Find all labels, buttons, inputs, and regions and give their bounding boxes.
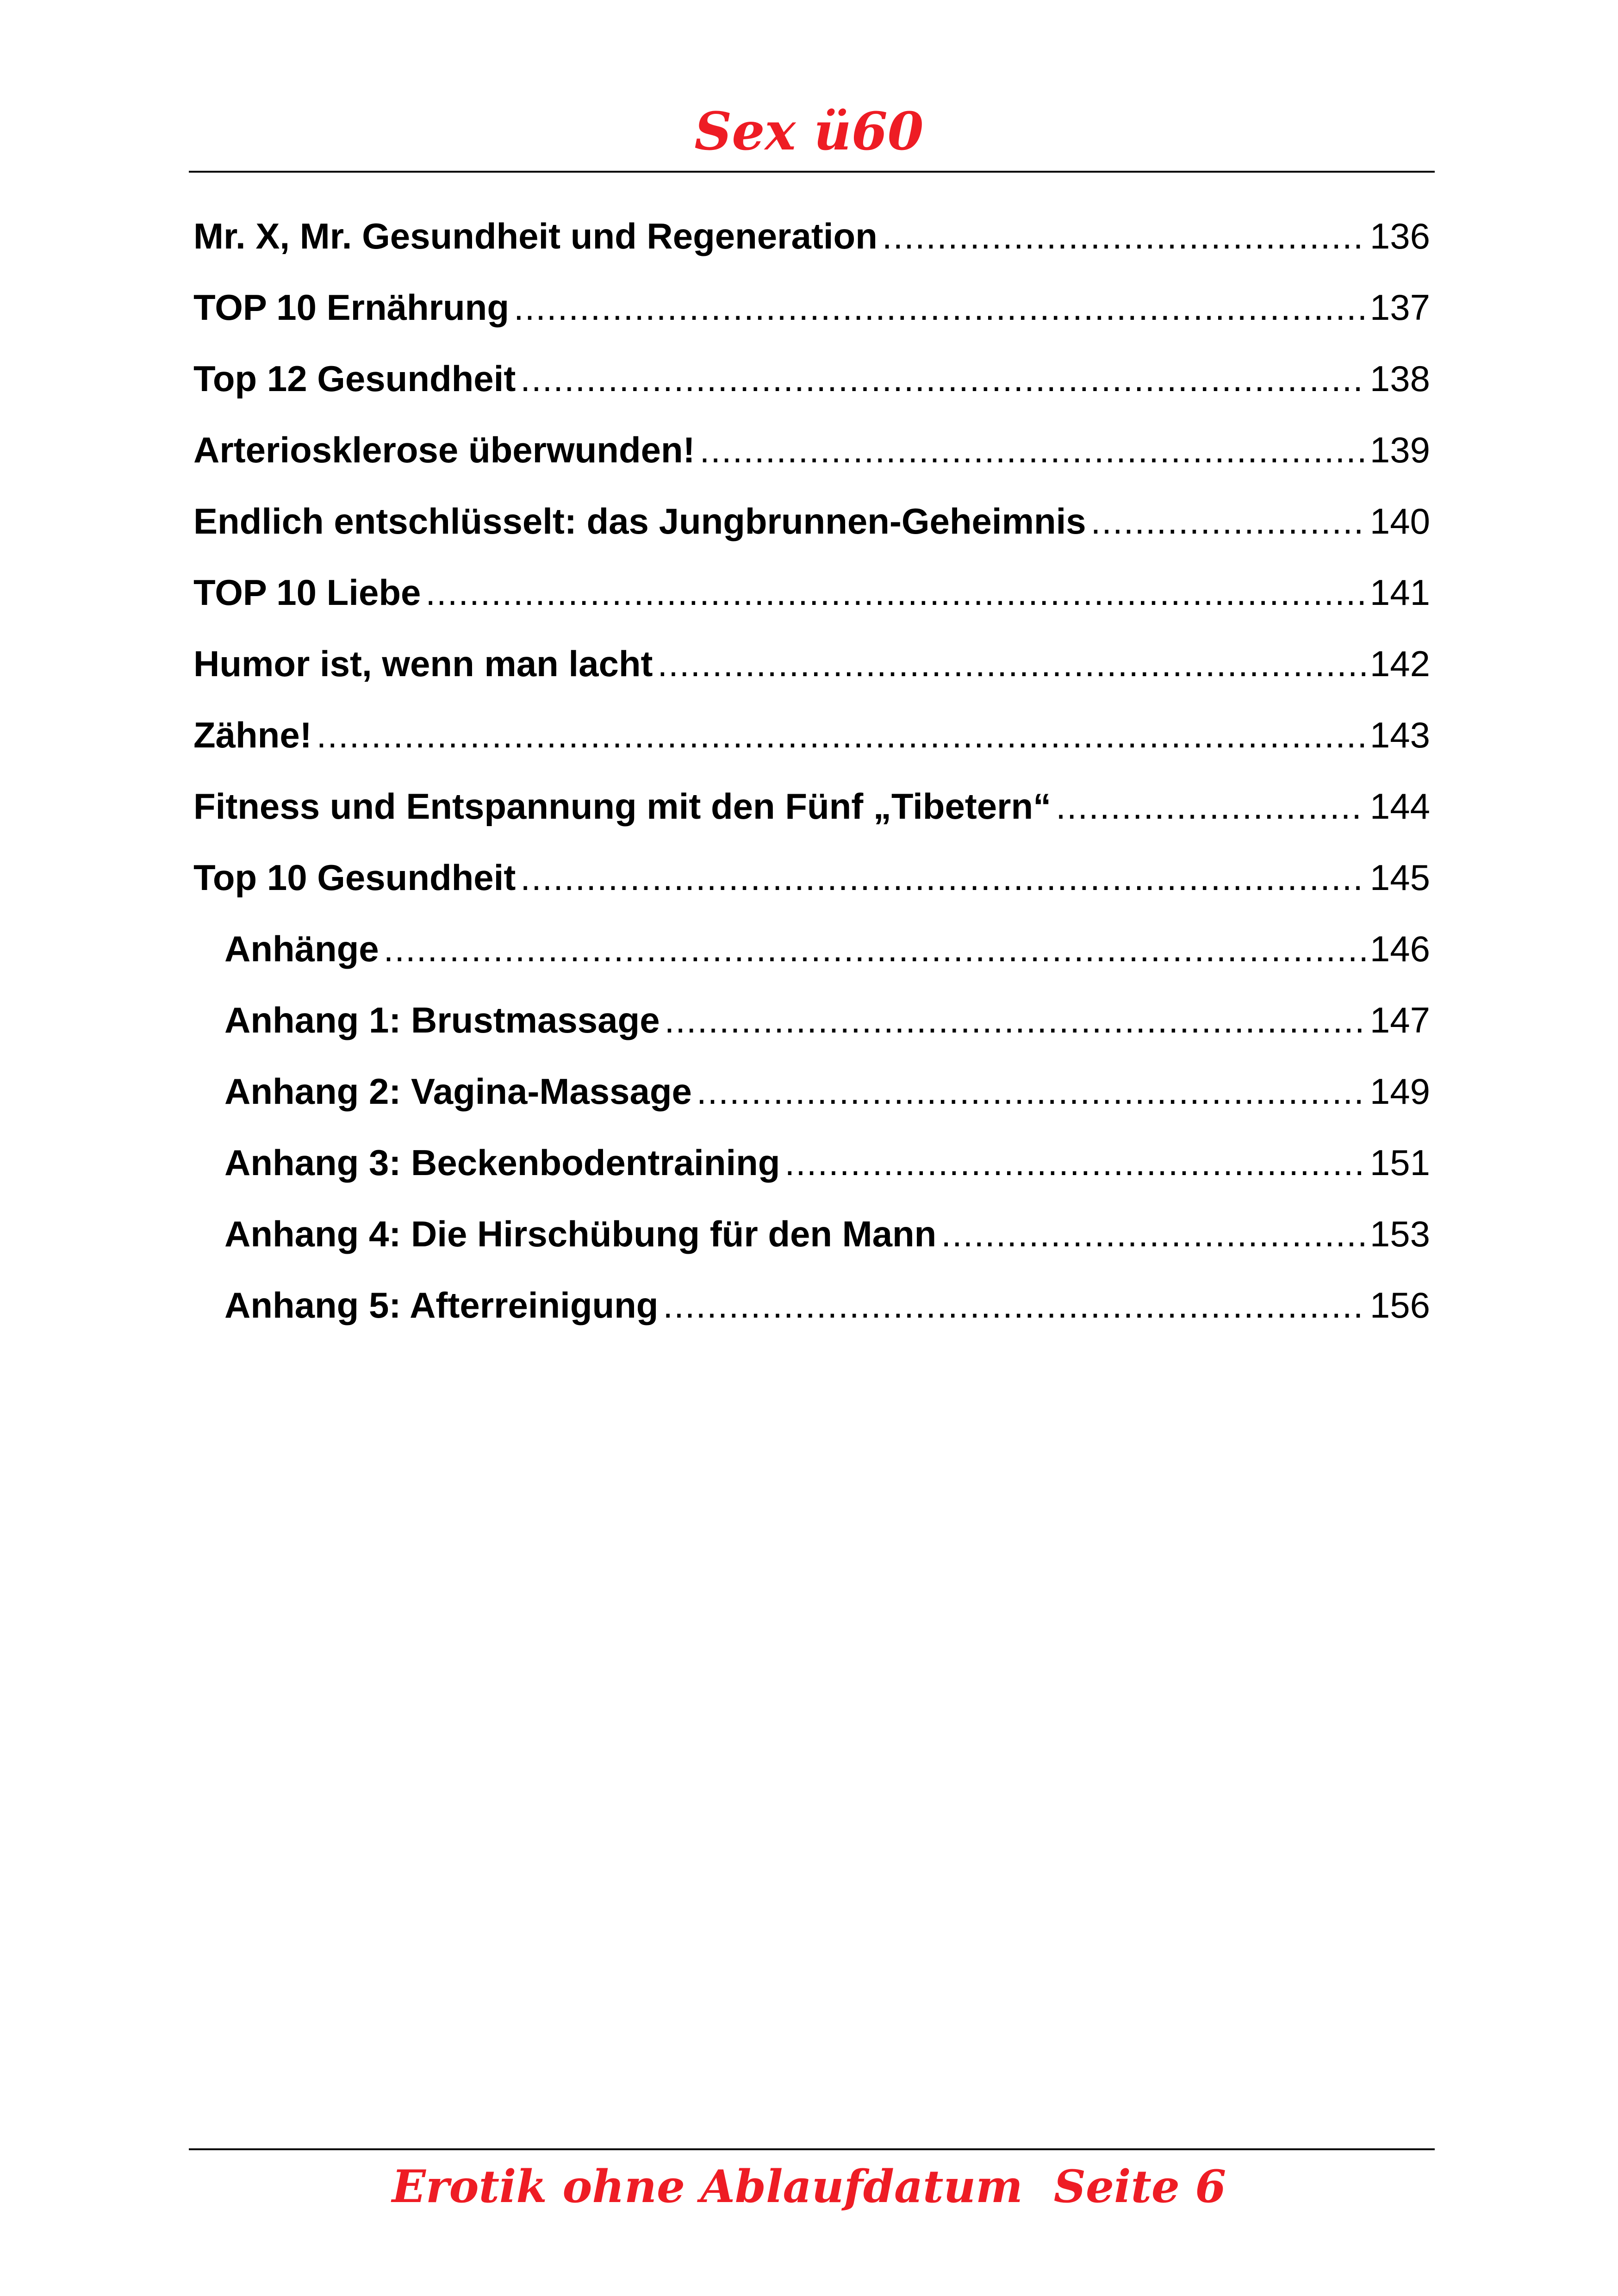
toc-dot-leader bbox=[697, 1066, 1365, 1117]
toc-subentry[interactable] bbox=[224, 995, 1430, 1045]
toc-entry-title: Anhang 1: Brustmassage bbox=[224, 1000, 660, 1040]
toc-dot-leader bbox=[663, 1280, 1365, 1331]
toc-page-number: 140 bbox=[1369, 501, 1430, 541]
toc-dot-leader bbox=[941, 1208, 1365, 1259]
toc-entry-title: Anhang 2: Vagina-Massage bbox=[224, 1071, 692, 1112]
toc-entry-title: Mr. X, Mr. Gesundheit und Regeneration bbox=[193, 216, 877, 256]
toc-entry-title: Humor ist, wenn man lacht bbox=[193, 643, 653, 684]
toc-entry[interactable] bbox=[193, 282, 1430, 333]
toc-entry[interactable] bbox=[193, 709, 1430, 760]
toc-page-number: 156 bbox=[1369, 1285, 1430, 1325]
toc-page-number: 137 bbox=[1369, 287, 1430, 328]
toc-subentry[interactable] bbox=[224, 1137, 1430, 1188]
toc-entry[interactable] bbox=[193, 852, 1430, 903]
toc-dot-leader bbox=[665, 995, 1365, 1045]
header-divider bbox=[189, 171, 1435, 173]
toc-page-number: 146 bbox=[1369, 928, 1430, 969]
toc-page-number: 153 bbox=[1369, 1213, 1430, 1254]
toc-entry-title: Endlich entschlüsselt: das Jungbrunnen-Geheimnis bbox=[193, 501, 1086, 541]
toc-entry[interactable] bbox=[193, 353, 1430, 404]
toc-dot-leader bbox=[1056, 781, 1365, 832]
toc-dot-leader bbox=[425, 567, 1365, 618]
toc-entry[interactable] bbox=[193, 638, 1430, 689]
toc-subentry[interactable] bbox=[224, 1208, 1430, 1259]
toc-page-number: 142 bbox=[1369, 643, 1430, 684]
toc-entry-title: Anhang 5: Afterreinigung bbox=[224, 1285, 659, 1325]
toc-dot-leader bbox=[520, 852, 1365, 903]
toc-dot-leader bbox=[1091, 496, 1365, 547]
toc-page-number: 149 bbox=[1369, 1071, 1430, 1112]
toc-dot-leader bbox=[514, 282, 1365, 333]
toc-entry-title: Fitness und Entspannung mit den Fünf „Tibetern“ bbox=[193, 786, 1052, 827]
toc-page-number: 144 bbox=[1369, 786, 1430, 827]
toc-dot-leader bbox=[520, 353, 1365, 404]
toc-page-number: 139 bbox=[1369, 429, 1430, 470]
page-footer-text: Erotik ohne Ablaufdatum Seite 6 bbox=[392, 2160, 1226, 2213]
toc-entry-title: Zähne! bbox=[193, 715, 312, 755]
toc-entry-title: TOP 10 Liebe bbox=[193, 572, 421, 613]
toc-page-number: 147 bbox=[1369, 1000, 1430, 1040]
toc-entry-title: Top 10 Gesundheit bbox=[193, 857, 516, 898]
toc-entry-title: Arteriosklerose überwunden! bbox=[193, 429, 695, 470]
toc-entry-title: TOP 10 Ernährung bbox=[193, 287, 509, 328]
toc-dot-leader bbox=[882, 211, 1365, 261]
toc-dot-leader bbox=[700, 424, 1365, 475]
toc-dot-leader bbox=[384, 923, 1365, 974]
toc-dot-leader bbox=[657, 638, 1365, 689]
toc-dot-leader bbox=[317, 709, 1365, 760]
toc-page-number: 151 bbox=[1369, 1142, 1430, 1183]
toc-entry-title: Anhang 4: Die Hirschübung für den Mann bbox=[224, 1213, 937, 1254]
toc-entry[interactable] bbox=[193, 211, 1430, 261]
toc-entry[interactable] bbox=[193, 496, 1430, 547]
footer-divider bbox=[189, 2148, 1435, 2150]
toc-entry-title: Anhänge bbox=[224, 928, 379, 969]
toc-page-number: 143 bbox=[1369, 715, 1430, 755]
toc-subentry[interactable] bbox=[224, 1280, 1430, 1331]
toc-page-number: 136 bbox=[1369, 216, 1430, 256]
toc-entry[interactable] bbox=[193, 424, 1430, 475]
toc-entry-title: Anhang 3: Beckenbodentraining bbox=[224, 1142, 780, 1183]
toc-page-number: 138 bbox=[1369, 358, 1430, 399]
toc-entry[interactable] bbox=[193, 781, 1430, 832]
toc-page-number: 141 bbox=[1369, 572, 1430, 613]
toc-subentry[interactable] bbox=[224, 923, 1430, 974]
toc-page-number: 145 bbox=[1369, 857, 1430, 898]
toc-dot-leader bbox=[784, 1137, 1365, 1188]
toc-entry-title: Top 12 Gesundheit bbox=[193, 358, 516, 399]
toc-subentry[interactable] bbox=[224, 1066, 1430, 1117]
toc-entry[interactable] bbox=[193, 567, 1430, 618]
page-header-title: Sex ü60 bbox=[694, 101, 924, 162]
